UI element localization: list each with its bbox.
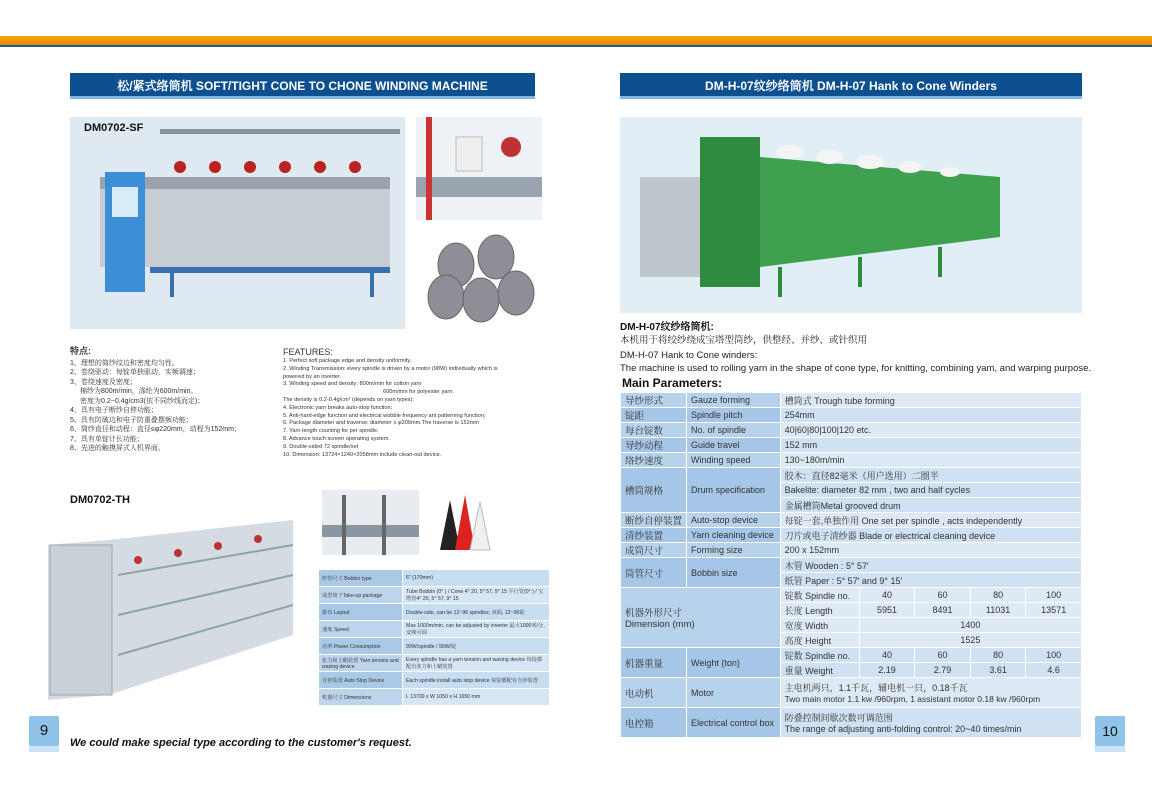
param-value: 主电机两只，1.1千瓦，辅电机一只，0.18千瓦 [784, 683, 968, 693]
features-cn-item: 7、具有单锭计长功能； [70, 435, 144, 443]
param-value: 防叠控制间歇次数可调范围 [784, 713, 893, 723]
features-en-item: 5. Anti-hard-edge function and electrical wobble frequency ant patterning function; [283, 412, 486, 419]
spec-value: 90W/spindle / 90W/锭 [403, 638, 550, 655]
main-params-table [620, 392, 1082, 738]
features-en-item: 6. Package diameter and traverse: diameter ≤ φ200mm.The traverse is 152mm [283, 420, 480, 427]
table-row [621, 468, 1082, 483]
param-en: Weight (ton) [687, 648, 781, 678]
param-cn: 机器外形尺寸 [625, 608, 683, 619]
param-en: Motor [687, 678, 781, 708]
param-cn: 槽筒规格 [621, 468, 687, 513]
param-cn: 导纱动程 [621, 438, 687, 453]
features-en-title: FEATURES: [283, 347, 333, 357]
dim-length-label: 长度 Length [780, 603, 859, 618]
en-desc: The machine is used to rolling yarn in the shape of cone type, for knitting, combining yam, and warping purpose. [620, 363, 1092, 374]
param-en: Guide travel [687, 438, 781, 453]
param-cn: 清纱装置 [621, 528, 687, 543]
dim-height: 1525 [859, 633, 1081, 648]
spec-key: 张力和上蜡装置 Yarn tension and waxing device [319, 655, 403, 672]
table-row [621, 453, 1082, 468]
dim-length: 8491 [915, 603, 971, 618]
spec-value: Every spindle has a yarn tension and waxing device 每锭都配有张力和上蜡装置 [403, 655, 550, 672]
weight-spindle: 40 [859, 648, 915, 663]
table-row [621, 543, 1082, 558]
param-en: No. of spindle [687, 423, 781, 438]
features-cn-block [70, 347, 280, 454]
dim-height-label: 高度 Height [780, 633, 859, 648]
param-value: 254mm [780, 408, 1081, 423]
param-cn: 筒管尺寸 [621, 558, 687, 588]
spec-key: 自停装置 Auto Stop Device [319, 672, 403, 689]
weight-value: 2.79 [915, 663, 971, 678]
param-en: Spindle pitch [687, 408, 781, 423]
param-cn: 断纱自停装置 [621, 513, 687, 528]
table-row [621, 648, 1082, 663]
features-cn-item: 1、理想的筒纱纹边和密度均匀性。 [70, 359, 179, 367]
dim-width-label: 宽度 Width [780, 618, 859, 633]
features-en-item: 2. Winding Transmission: every spindle is driven by a motor (98W) individually which is [283, 365, 498, 372]
param-value: The range of adjusting anti-folding control: 20~40 times/min [784, 724, 1022, 734]
spec-value: Double-side, can be 12~96 spindles; 双面, 12~96锭 [403, 604, 550, 621]
dim-spindle-label: 锭数 Spindle no. [780, 588, 859, 603]
left-page-number: 9 [29, 716, 59, 746]
param-value: 152 mm [780, 438, 1081, 453]
param-en: Winding speed [687, 453, 781, 468]
spec-key: 成型筒子Take-up package [319, 587, 403, 604]
param-cn: 机器重量 [621, 648, 687, 678]
features-cn-item: 5、具有防破边和电子防重叠摆频功能； [70, 416, 193, 424]
weight-value: 2.19 [859, 663, 915, 678]
table-row [319, 638, 550, 655]
table-row [621, 528, 1082, 543]
dim-spindle: 100 [1026, 588, 1082, 603]
param-en: Dimension (mm) [625, 619, 695, 630]
features-en-item: 10. Dimension: 13724×1240×2058mm include clean-out device. [283, 451, 442, 458]
dim-spindle: 80 [970, 588, 1026, 603]
cn-desc: 本机用于将绞纱绕成宝塔型筒纱，供整经、并纱、或针织用 [620, 335, 868, 346]
control-value-cell [780, 708, 1081, 738]
dim-length: 13571 [1026, 603, 1082, 618]
weight-spindle: 100 [1026, 648, 1082, 663]
table-row [319, 621, 550, 638]
param-value: Two main motor 1.1 kw /960rpm, 1 assistant motor 0.18 kw /960rpm [784, 694, 1041, 704]
param-value: 纸管 Paper : 5° 57′ and 9° 15′ [780, 573, 1081, 588]
th-spec-table [318, 569, 550, 706]
param-cn: 成筒尺寸 [621, 543, 687, 558]
param-cn: 每台锭数 [621, 423, 687, 438]
param-value: Bakelite: diameter 82 mm , two and half cycles [780, 483, 1081, 498]
features-cn-item: 棉纱为800m/min，涤纶为600m/min。 [80, 388, 198, 395]
features-cn-item: 6、筒纱直径和动程：直径≤φ220mm，动程为152mm； [70, 426, 241, 433]
dim-length: 11031 [970, 603, 1026, 618]
spec-value: Tube Bobbin (0° ) / Cone 4° 20, 5° 57, 9° 15 平行管(0° ) / 宝塔管4° 20, 5° 57, 9° 15 [403, 587, 550, 604]
weight-spindle: 80 [970, 648, 1026, 663]
param-value: 金属槽筒Metal grooved drum [780, 498, 1081, 513]
param-en: Gauze forming [687, 393, 781, 408]
features-cn-item: 2、卷绕驱动：每锭单独驱动，实频调速； [70, 369, 200, 376]
param-cn: 锭距 [621, 408, 687, 423]
weight-label: 重量 Weight [780, 663, 859, 678]
features-en-item: 4. Electronic yarn breaks auto-stop function; [283, 404, 393, 411]
table-row [621, 588, 1082, 603]
dim-spindle: 40 [859, 588, 915, 603]
features-en-item: 9. Double-sided 72 spindle/set [283, 443, 359, 450]
features-en-item: powered by an inverter. [283, 373, 342, 380]
spec-value: L 13700 x W 1050 x H 1650 mm [403, 689, 550, 706]
dimension-label-cell [621, 588, 781, 648]
table-row [621, 393, 1082, 408]
table-row [319, 587, 550, 604]
param-en: Forming size [687, 543, 781, 558]
table-row [319, 672, 550, 689]
table-row [319, 570, 550, 587]
th-closeup-photo [322, 490, 419, 555]
model-th-label: DM0702-TH [70, 494, 130, 506]
weight-spindle: 60 [915, 648, 971, 663]
table-row [621, 408, 1082, 423]
table-row [319, 604, 550, 621]
table-row [621, 513, 1082, 528]
table-row [621, 678, 1082, 708]
right-page-number: 10 [1095, 716, 1125, 746]
th-machine-photo [48, 515, 293, 710]
features-en-item: The density is 0.2-0.4g/cm³ (depends on yarn types): [283, 396, 414, 403]
features-en-item: 3. Winding speed and density: 800m/min for cotton yarn [283, 381, 422, 388]
param-cn: 电控箱 [621, 708, 687, 738]
table-row [621, 438, 1082, 453]
features-cn-item: 密度为0.2~0.4g/cm3(依不同纱线而定)； [80, 397, 205, 405]
model-sf-label: DM0702-SF [84, 122, 144, 134]
param-value: 胶木：直径82毫米（用户选用）二圈半 [780, 468, 1081, 483]
cn-title: DM-H-07纹纱络筒机: [620, 322, 714, 333]
features-en-block [283, 347, 548, 459]
features-en-item: 7. Yarn length counting for per spindle. [283, 428, 379, 435]
weight-value: 4.6 [1026, 663, 1082, 678]
features-cn-title: 特点: [70, 346, 91, 356]
spindle-closeup-photo [416, 117, 542, 220]
bottom-note: We could make special type according to the customer's request. [70, 737, 412, 749]
motor-value-cell [780, 678, 1081, 708]
features-cn-item: 4、具有电子断纱自停功能； [70, 407, 158, 414]
spec-key: 排布 Layout [319, 604, 403, 621]
table-row [621, 708, 1082, 738]
features-en-item: 1. Perfect soft package edge and density uniformity. [283, 358, 412, 364]
param-cn: 络纱速度 [621, 453, 687, 468]
table-row [621, 558, 1082, 573]
param-value: 200 x 152mm [780, 543, 1081, 558]
features-cn-item: 8、先进的触摸屏式人机界面。 [70, 445, 165, 452]
spec-key: 速度 Speed [319, 621, 403, 638]
spec-key: 功率 Power Consumption [319, 638, 403, 655]
spec-value: 6" (170mm) [403, 570, 550, 587]
cones-photo [416, 225, 542, 328]
spec-key: 纱管尺寸 Bobbin type [319, 570, 403, 587]
param-en: Bobbin size [687, 558, 781, 588]
params-title: Main Parameters: [622, 376, 723, 390]
dim-spindle: 60 [915, 588, 971, 603]
left-banner: 松/紧式络筒机 SOFT/TIGHT CONE TO CHONE WINDING MACHINE [70, 73, 535, 99]
right-banner: DM-H-07纹纱络筒机 DM-H-07 Hank to Cone Winders [620, 73, 1082, 99]
features-en-item: 8. Advance touch screen operating system. [283, 435, 390, 442]
table-row [319, 689, 550, 706]
param-en: Drum specification [687, 468, 781, 513]
th-cones-photo [430, 490, 500, 555]
weight-value: 3.61 [970, 663, 1026, 678]
param-value: 木管 Wooden : 5° 57′ [780, 558, 1081, 573]
en-title: DM-H-07 Hank to Cone winders: [620, 350, 758, 361]
param-en: Electrical control box [687, 708, 781, 738]
spec-value: Each spindle install auto stop device 每锭都配有自停装置 [403, 672, 550, 689]
top-blue-rule [0, 45, 1152, 47]
hank-winder-photo [620, 117, 1082, 313]
param-cn: 电动机 [621, 678, 687, 708]
spec-value: Max 1000m/min, can be adjusted by inverter 最大1000米/分, 变频可调 [403, 621, 550, 638]
dim-width: 1400 [859, 618, 1081, 633]
param-value: 刀片或电子清纱器 Blade or electrical cleaning device [780, 528, 1081, 543]
table-row [319, 655, 550, 672]
features-en-item: 600m/min for polyester yarn. [383, 389, 454, 396]
param-value: 槽筒式 Trough tube forming [780, 393, 1081, 408]
dim-length: 5951 [859, 603, 915, 618]
top-orange-bar [0, 36, 1152, 45]
weight-spindle-label: 锭数 Spindle no. [780, 648, 859, 663]
param-value: 每锭一套,单独作用 One set per spindle , acts independently [780, 513, 1081, 528]
sf-machine-photo [70, 117, 405, 329]
param-en: Yarn cleaning device [687, 528, 781, 543]
param-value: 40|60|80|100|120 etc. [780, 423, 1081, 438]
param-value: 130~180m/min [780, 453, 1081, 468]
param-en: Auto-stop device [687, 513, 781, 528]
features-cn-item: 3、卷绕速度及密度； [70, 378, 137, 386]
spec-key: 机器尺寸 Dimensions [319, 689, 403, 706]
table-row [621, 423, 1082, 438]
param-cn: 导纱形式 [621, 393, 687, 408]
